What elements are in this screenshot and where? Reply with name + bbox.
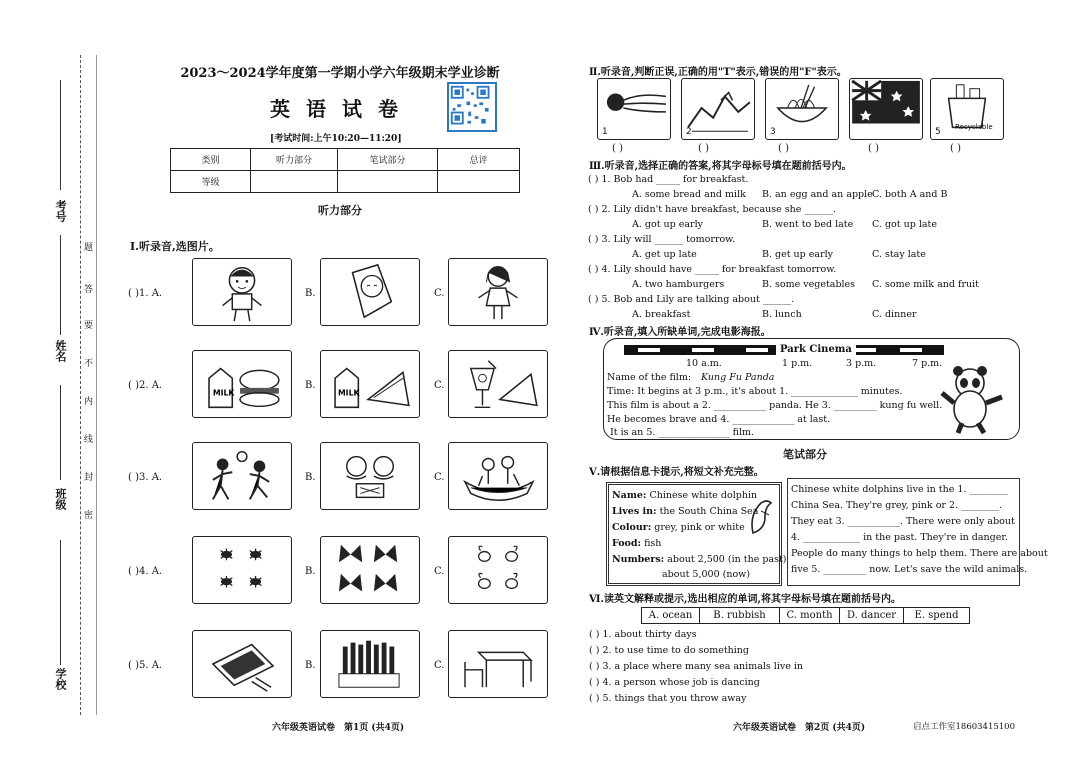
q1-option-b-label: B. <box>305 288 316 299</box>
q4-picture-a[interactable] <box>192 536 292 604</box>
seal-char: 密 <box>84 511 94 521</box>
label-school: 学校 <box>54 668 67 690</box>
panda-icon <box>940 363 1010 435</box>
score-cell[interactable] <box>251 171 338 193</box>
card-name: Chinese white dolphin <box>649 490 758 501</box>
score-table <box>170 148 520 193</box>
s3-q2-option-b: B. went to bed late <box>762 219 854 230</box>
film-strip-hole <box>900 348 922 352</box>
s3-q3-option-a: A. get up late <box>632 249 697 260</box>
binding-solid-line <box>96 55 97 715</box>
film-name-label: Name of the film: <box>607 372 692 383</box>
q3-picture-a[interactable] <box>192 442 292 510</box>
q3-picture-b[interactable] <box>320 442 420 510</box>
label-exam-number: 考号 <box>54 200 67 222</box>
score-header: 类别 <box>171 149 251 171</box>
exam-title: 2023～2024学年度第一学期小学六年级期末学业诊断 <box>180 66 500 81</box>
score-header: 笔试部分 <box>338 149 438 171</box>
seal-char: 要 <box>84 321 94 331</box>
s2-number: 1 <box>602 127 608 137</box>
score-row-label: 等级 <box>171 171 251 193</box>
s3-q2-stem: ( ) 2. Lily didn't have breakfast, because she ______. <box>588 204 836 215</box>
s3-q4-option-c: C. some milk and fruit <box>872 279 979 290</box>
s3-q3-option-c: C. stay late <box>872 249 926 260</box>
poster-line-1: Time: It begins at 3 p.m., it's about 1. ______________ minutes. <box>607 386 903 397</box>
passage-line: five 5. _________ now. Let's save the wild animals. <box>791 564 1028 575</box>
section5-heading: Ⅴ.请根据信息卡提示,将短文补充完整。 <box>589 467 764 478</box>
card-lives-label: Lives in: <box>612 506 657 517</box>
section4-heading: Ⅳ.听录音,填入所缺单词,完成电影海报。 <box>589 327 771 338</box>
s2-answer-1[interactable]: ( ) <box>612 143 623 154</box>
listening-title: 听力部分 <box>318 204 362 217</box>
s2-answer-4[interactable]: ( ) <box>868 143 879 154</box>
poster-line-3: He becomes brave and 4. _____________ at last. <box>607 414 831 425</box>
section2-heading: Ⅱ.听录音,判断正误,正确的用"T"表示,错误的用"F"表示。 <box>589 67 847 78</box>
cinema-name: Park Cinema <box>776 344 856 355</box>
seal-char: 内 <box>84 397 94 407</box>
word-option: B. rubbish <box>700 608 780 624</box>
recyclable-label: Recyclable <box>955 123 993 131</box>
card-food: fish <box>644 538 662 549</box>
film-strip-hole <box>746 348 768 352</box>
s3-q2-option-c: C. got up late <box>872 219 937 230</box>
q3-label: ( )3. A. <box>128 472 163 483</box>
s6-item-3: ( ) 3. a place where many sea animals live in <box>589 661 804 672</box>
s6-item-1: ( ) 1. about thirty days <box>589 629 697 640</box>
seal-char: 不 <box>84 359 94 369</box>
binding-dashed-line <box>80 55 81 715</box>
q1-picture-a[interactable] <box>192 258 292 326</box>
q4-option-b-label: B. <box>305 566 316 577</box>
q4-picture-b[interactable] <box>320 536 420 604</box>
q2-picture-c[interactable] <box>448 350 548 418</box>
q3-option-b-label: B. <box>305 472 316 483</box>
section3-heading: Ⅲ.听录音,选择正确的答案,将其字母标号填在题前括号内。 <box>589 161 852 172</box>
poster-line-4: It is an 5. _______________ film. <box>610 427 755 438</box>
show-time: 1 p.m. <box>782 358 813 369</box>
q2-picture-b[interactable] <box>320 350 420 418</box>
q3-picture-c[interactable] <box>448 442 548 510</box>
film-strip-hole <box>854 348 876 352</box>
passage-line: China Sea. They're grey, pink or 2. ________. <box>791 500 1003 511</box>
s3-q3-option-b: B. get up early <box>762 249 834 260</box>
movie-poster <box>603 338 1020 440</box>
word-option: E. spend <box>904 608 970 624</box>
s6-item-4: ( ) 4. a person whose job is dancing <box>589 677 760 688</box>
dolphin-icon <box>747 497 775 537</box>
word-bank <box>641 607 970 624</box>
writing-title: 笔试部分 <box>783 448 827 461</box>
show-time: 3 p.m. <box>846 358 877 369</box>
class-line <box>60 385 61 480</box>
s2-number: 3 <box>770 127 776 137</box>
s2-answer-2[interactable]: ( ) <box>698 143 709 154</box>
q5-label: ( )5. A. <box>128 660 163 671</box>
s2-picture-2[interactable] <box>681 78 755 140</box>
s3-q4-stem: ( ) 4. Lily should have _____ for breakfast tomorrow. <box>588 264 837 275</box>
show-time: 10 a.m. <box>686 358 722 369</box>
s2-picture-5[interactable] <box>930 78 1004 140</box>
section6-heading: Ⅵ.读英文解释或提示,选出相应的单词,将其字母标号填在题前括号内。 <box>589 594 901 605</box>
s3-q3-stem: ( ) 3. Lily will ______ tomorrow. <box>588 234 736 245</box>
s3-q1-stem: ( ) 1. Bob had _____ for breakfast. <box>588 174 749 185</box>
info-card <box>606 482 787 586</box>
s2-picture-3[interactable] <box>765 78 839 140</box>
card-colour: grey, pink or white <box>654 522 745 533</box>
q1-label: ( )1. A. <box>128 288 163 299</box>
q4-label: ( )4. A. <box>128 566 163 577</box>
s6-item-5: ( ) 5. things that you throw away <box>589 693 747 704</box>
s3-q5-option-b: B. lunch <box>762 309 802 320</box>
s2-picture-4[interactable] <box>849 78 923 140</box>
word-option: A. ocean <box>642 608 700 624</box>
page2-footer: 六年级英语试卷 第2页 (共4页) <box>733 723 866 733</box>
exam-number-line <box>60 80 61 190</box>
poster-line-2: This film is about a 2. ___________ panda. He 3. _________ kung fu well. <box>607 400 943 411</box>
dolphin-passage <box>787 478 1048 586</box>
exam-time: [考试时间:上午10:20—11:20] <box>270 134 402 144</box>
score-header: 听力部分 <box>251 149 338 171</box>
q1-picture-b[interactable] <box>320 258 420 326</box>
s3-q4-option-b: B. some vegetables <box>762 279 856 290</box>
q1-option-c-label: C. <box>434 288 445 299</box>
show-time: 7 p.m. <box>912 358 943 369</box>
card-name-label: Name: <box>612 490 647 501</box>
passage-line: Chinese white dolphins live in the 1. ________ <box>791 484 1008 495</box>
seal-char: 答 <box>84 285 94 295</box>
section1-heading: Ⅰ.听录音,选图片。 <box>130 240 220 253</box>
q2-option-b-label: B. <box>305 380 316 391</box>
word-option: D. dancer <box>840 608 904 624</box>
q5-picture-b[interactable] <box>320 630 420 698</box>
q2-label: ( )2. A. <box>128 380 163 391</box>
exam-subtitle: 英语试卷 <box>270 97 414 121</box>
s3-q5-option-a: A. breakfast <box>632 309 691 320</box>
s2-picture-1[interactable] <box>597 78 671 140</box>
card-colour-label: Colour: <box>612 522 652 533</box>
passage-line: 4. ____________ in the past. They're in danger. <box>791 532 1008 543</box>
s3-q5-option-c: C. dinner <box>872 309 917 320</box>
s3-q1-option-a: A. some bread and milk <box>632 189 746 200</box>
s3-q5-stem: ( ) 5. Bob and Lily are talking about ______. <box>588 294 795 305</box>
s3-q1-option-b: B. an egg and an apple <box>762 189 873 200</box>
watermark: 启点工作室18603415100 <box>913 722 1015 732</box>
svg-text:MILK: MILK <box>337 388 360 398</box>
q4-picture-c[interactable] <box>448 536 548 604</box>
card-numbers-now: about 5,000 (now) <box>662 569 751 580</box>
q4-option-c-label: C. <box>434 566 445 577</box>
card-numbers-label: Numbers: <box>612 554 665 565</box>
s2-number: 2 <box>686 127 692 137</box>
label-name: 姓名 <box>54 340 67 362</box>
q1-picture-c[interactable] <box>448 258 548 326</box>
card-food-label: Food: <box>612 538 642 549</box>
q5-picture-a[interactable] <box>192 630 292 698</box>
svg-text:MILK: MILK <box>212 388 235 398</box>
passage-line: People do many things to help them. There are about <box>791 548 1048 559</box>
page1-footer: 六年级英语试卷 第1页 (共4页) <box>272 723 405 733</box>
word-option: C. month <box>780 608 840 624</box>
s2-answer-5[interactable]: ( ) <box>950 143 961 154</box>
seal-char: 封 <box>84 473 94 483</box>
score-cell[interactable] <box>438 171 520 193</box>
film-strip-hole <box>692 348 714 352</box>
s3-q2-option-a: A. got up early <box>632 219 703 230</box>
q5-picture-c[interactable] <box>448 630 548 698</box>
q5-option-b-label: B. <box>305 660 316 671</box>
s2-number: 4 <box>854 127 860 137</box>
q5-option-c-label: C. <box>434 660 445 671</box>
seal-char: 线 <box>84 435 94 445</box>
s3-q4-option-a: A. two hamburgers <box>632 279 725 290</box>
q2-option-c-label: C. <box>434 380 445 391</box>
name-line <box>60 235 61 335</box>
q2-picture-a[interactable] <box>192 350 292 418</box>
q3-option-c-label: C. <box>434 472 445 483</box>
s2-answer-3[interactable]: ( ) <box>778 143 789 154</box>
film-strip-hole <box>638 348 660 352</box>
card-numbers-past: about 2,500 (in the past) <box>667 554 787 565</box>
label-class: 班级 <box>54 488 67 510</box>
film-name: Kung Fu Panda <box>701 372 775 383</box>
card-lives: the South China Sea <box>659 506 759 517</box>
seal-char: 题 <box>84 243 94 253</box>
score-cell[interactable] <box>338 171 438 193</box>
s6-item-2: ( ) 2. to use time to do something <box>589 645 750 656</box>
score-header: 总评 <box>438 149 520 171</box>
s3-q1-option-c: C. both A and B <box>872 189 948 200</box>
school-line <box>60 540 61 665</box>
s2-number: 5 <box>935 127 941 137</box>
qr-code-icon <box>447 82 497 132</box>
passage-line: They eat 3. ___________. There were only about <box>791 516 1015 527</box>
